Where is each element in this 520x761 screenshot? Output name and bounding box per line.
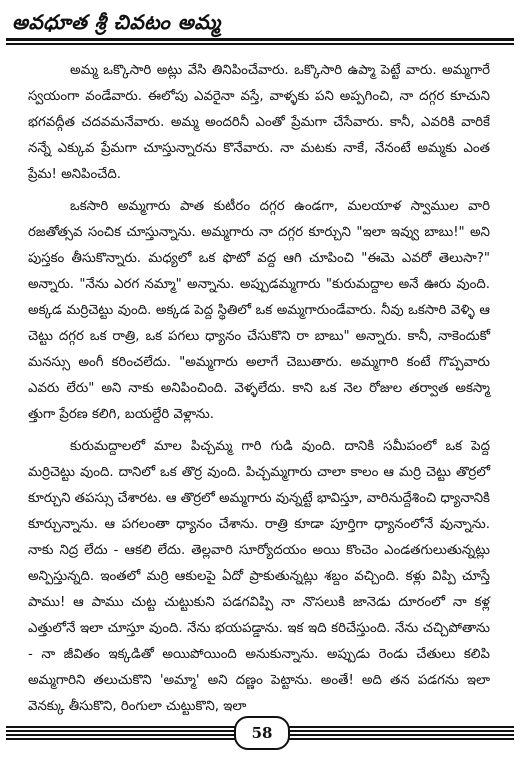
- page-footer: [6, 716, 514, 752]
- page-number: 58: [234, 716, 290, 750]
- header-rule-thick: [6, 38, 514, 41]
- paragraph-1: అమ్మ ఒక్కొసారి అట్లు వేసి తినిపించేవారు. ఒక్కొసారి ఉప్మా పెట్టే వారు. అమ్మగారే స్వయంగా వండేవారు. ఈలోపు ఎవరైనా వస్తే, వాళ్ళకు పని అప్పగించి, నా దగ్గర కూచుని భగవద్గీత చదవమనేవారు. అమ్మ అందరినీ ఎంతో ప్రేమగా చేసేవారు. కానీ, ఎవరికి వారికే నన్నే ఎక్కువ ప్రేమగా చూస్తున్నారను కొనేవారు. నా మటకు నాకే, నేనంటే అమ్మకు ఎంత ప్రేమ! అనిపించేది.: [28, 63, 490, 182]
- running-header: [6, 4, 514, 48]
- body-text: [28, 58, 490, 726]
- paragraph-2: ఒకసారి అమ్మగారు పాత కుటీరం దగ్గర ఉండగా, మలయాళ స్వాముల వారి రజతోత్సవ సంచిక చూస్తున్నాను. అమ్మగారు నా దగ్గర కూర్చుని "ఇలా ఇవ్వు బాబు!" అని పుస్తకం తీసుకొన్నారు. మధ్యలో ఒక ఫొటో వద్ద ఆగి చూపించి "ఈమె ఎవరో తెలుసా?" అన్నారు. "నేను ఎరగ నమ్మా" అన్నాను. అప్పుడమ్మగారు "కురుమద్దాల అనే ఊరు వుంది. అక్కడ మర్రిచెట్టు వుంది. అక్కడ పెద్ద స్థితిలో ఒక అమ్మగారుండేవారు. నీవు ఒకసారి వెళ్ళి ఆ చెట్టు దగ్గర ఒక రాత్రి, ఒక పగలు ధ్యానం చేసుకొని రా బాబు" అన్నారు. కానీ, నాకెందుకో మనస్సు అంగీ కరించలేదు. "అమ్మగారు అలాగే చెబుతారు. అమ్మగారి కంటే గొప్పవారు ఎవరు లేరు" అని నాకు అనిపించింది. వెళ్ళలేదు. కాని ఒక నెల రోజుల తర్వాత అకస్మా త్తుగా ప్రేరణ కలిగి, బయల్దేరి వెళ్లాను.: [28, 199, 490, 422]
- header-rule-thin: [6, 43, 514, 45]
- header-rule-lines: [6, 38, 514, 48]
- book-title: అవధూత శ్రీ చివటం అమ్మ: [12, 10, 221, 34]
- paragraph-3: కురుమద్దాలలో మాల పిచ్చమ్మ గారి గుడి వుంది. దానికి సమీపంలో ఒక పెద్ద మర్రిచెట్టు వుంది. దానిలో ఒక తొర్ర వుంది. పిచ్చమ్మగారు చాలా కాలం ఆ మర్రి చెట్టు తొర్రలో కూర్చుని తపస్సు చేశారట. ఆ తొర్రలో అమ్మగారు వున్నట్టే భావిస్తూ, వారినుద్దేశించి ధ్యానానికి కూర్చున్నాను. ఆ పగలంతా ధ్యానం చేశాను. రాత్రి కూడా పూర్తిగా ధ్యానంలోనే వున్నాను. నాకు నిద్ర లేదు - ఆకలి లేదు. తెల్లవారి సూర్యోదయం అయి కొంచెం ఎండతగులుతున్నట్లు అన్పిస్తున్నది. ఇంతలో మర్రి ఆకులపై ఏదో ప్రాకుతున్నట్లు శబ్దం వచ్చింది. కళ్లు విప్పి చూస్తే పాము! ఆ పాము చుట్ట చుట్టుకుని పడగవిప్పి నా నొసలుకి జానెడు దూరంలో నా కళ్ల ఎత్తులోనే ఇలా చూస్తూ వుంది. నేను భయపడ్డాను. ఇక ఇది కరిచేస్తుంది. నేను చచ్చిపోతాను - నా జీవితం ఇక్కడితో అయిపోయింది అనుకున్నాను. అప్పుడు రెండు చేతులు కలిపి అమ్మగారిని తలుచుకొని 'అమ్మా' అని దణ్ణం పెట్టాను. అంతే! అది తన పడగను ఇలా వెనక్కు తీసుకొని, రింగులా చుట్టుకొని, ఇలా: [28, 439, 490, 714]
